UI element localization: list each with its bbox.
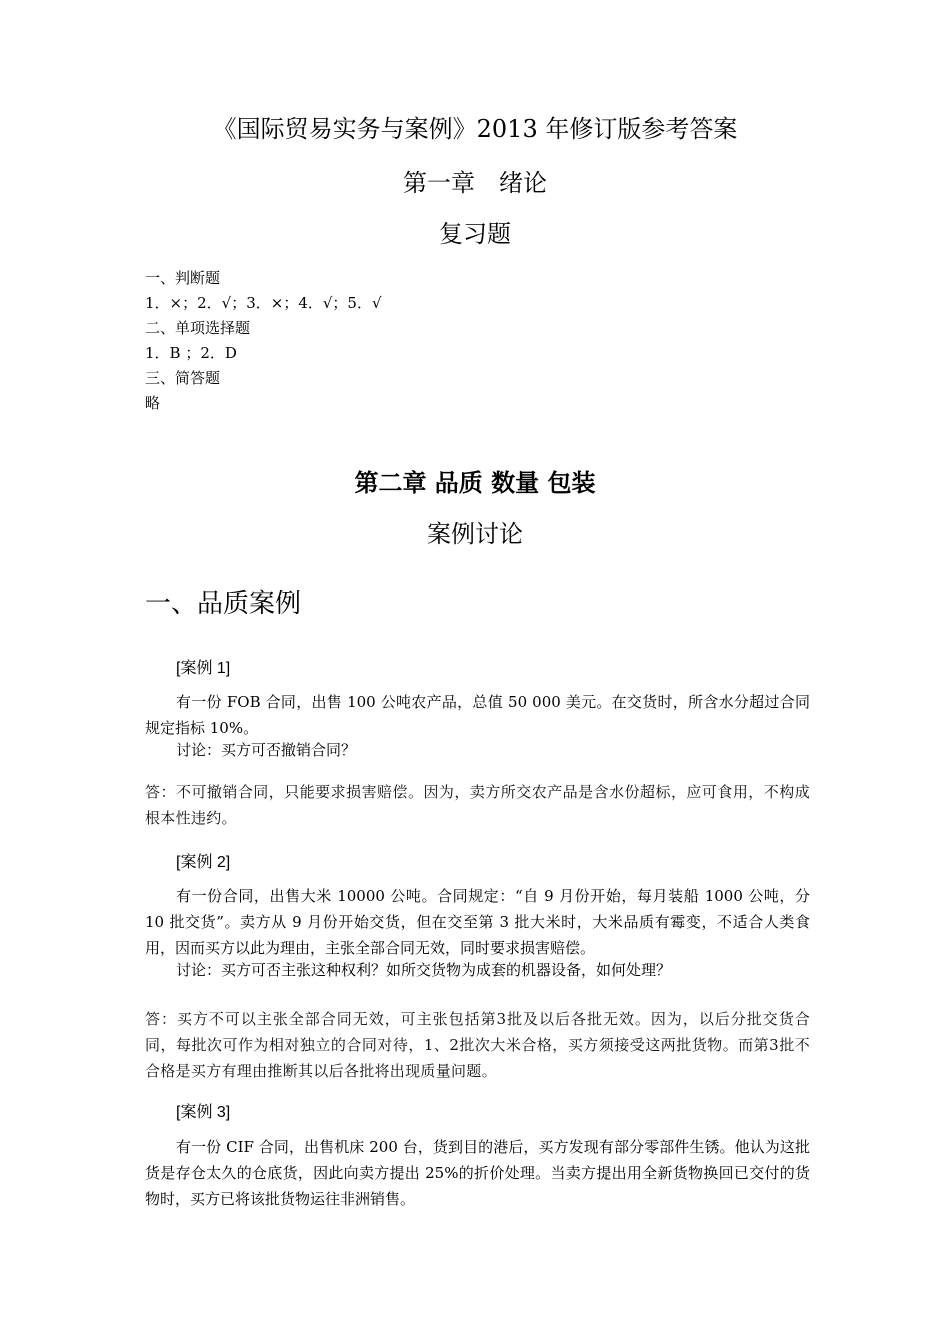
section-short-answer-heading: 三、简答题: [145, 369, 221, 387]
case-1-body: 有一份 FOB 合同，出售 100 公吨农产品，总值 50 000 美元。在交货时，所含水分超过合同规定指标 10%。: [145, 693, 810, 737]
section-true-false-heading: 一、判断题: [145, 269, 221, 287]
true-false-answers: 1．×；2．√；3．×；4．√；5．√: [145, 294, 382, 312]
single-choice-answers: 1．B ；2．D: [145, 344, 237, 362]
chapter-2-title: 第二章 品质 数量 包装: [354, 469, 596, 497]
case-1-answer: 答：不可撤销合同，只能要求损害赔偿。因为，卖方所交农产品是含水份超标，应可食用，不构成根本性违约。: [145, 783, 810, 827]
chapter-1-subtitle: 复习题: [439, 220, 511, 248]
document-title: 《国际贸易实务与案例》2013 年修订版参考答案: [212, 115, 738, 143]
case-3-label: [案例 3]: [176, 1104, 231, 1121]
case-2-label: [案例 2]: [176, 854, 231, 871]
case-2-body: 有一份合同，出售大米 10000 公吨。合同规定：“自 9 月份开始，每月装船 1000 公吨，分 10 批交货”。卖方从 9 月份开始交货，但在交至第 3 批大米时，大米品质有霉变，不适合人类食用，因而买方以此为理由，主张全部合同无效，同时要求损害赔偿。: [145, 887, 810, 957]
section-quality-cases-heading: 一、品质案例: [145, 589, 302, 619]
case-3-body: 有一份 CIF 合同，出售机床 200 台，货到目的港后，买方发现有部分零部件生锈。他认为这批货是存仓太久的仓底货，因此向卖方提出 25%的折价处理。当卖方提出用全新货物换回已交付的货物时，买方已将该批货物运往非洲销售。: [145, 1138, 810, 1208]
case-2-answer: 答：买方不可以主张全部合同无效，可主张包括第3批及以后各批无效。因为，以后分批交货合同，每批次可作为相对独立的合同对待，1、2批次大米合格，买方须接受这两批货物。而第3批不合格是买方有理由推断其以后各批将出现质量问题。: [145, 1010, 810, 1080]
section-single-choice-heading: 二、单项选择题: [145, 319, 251, 337]
case-1-question: 讨论：买方可否撤销合同？: [176, 741, 357, 759]
short-answer-text: 略: [145, 394, 161, 412]
chapter-1-title: 第一章 绪论: [403, 169, 547, 197]
chapter-2-subtitle: 案例讨论: [427, 520, 523, 548]
case-2-question: 讨论：买方可否主张这种权利？如所交货物为成套的机器设备，如何处理？: [176, 961, 672, 979]
case-1-label: [案例 1]: [176, 660, 231, 677]
